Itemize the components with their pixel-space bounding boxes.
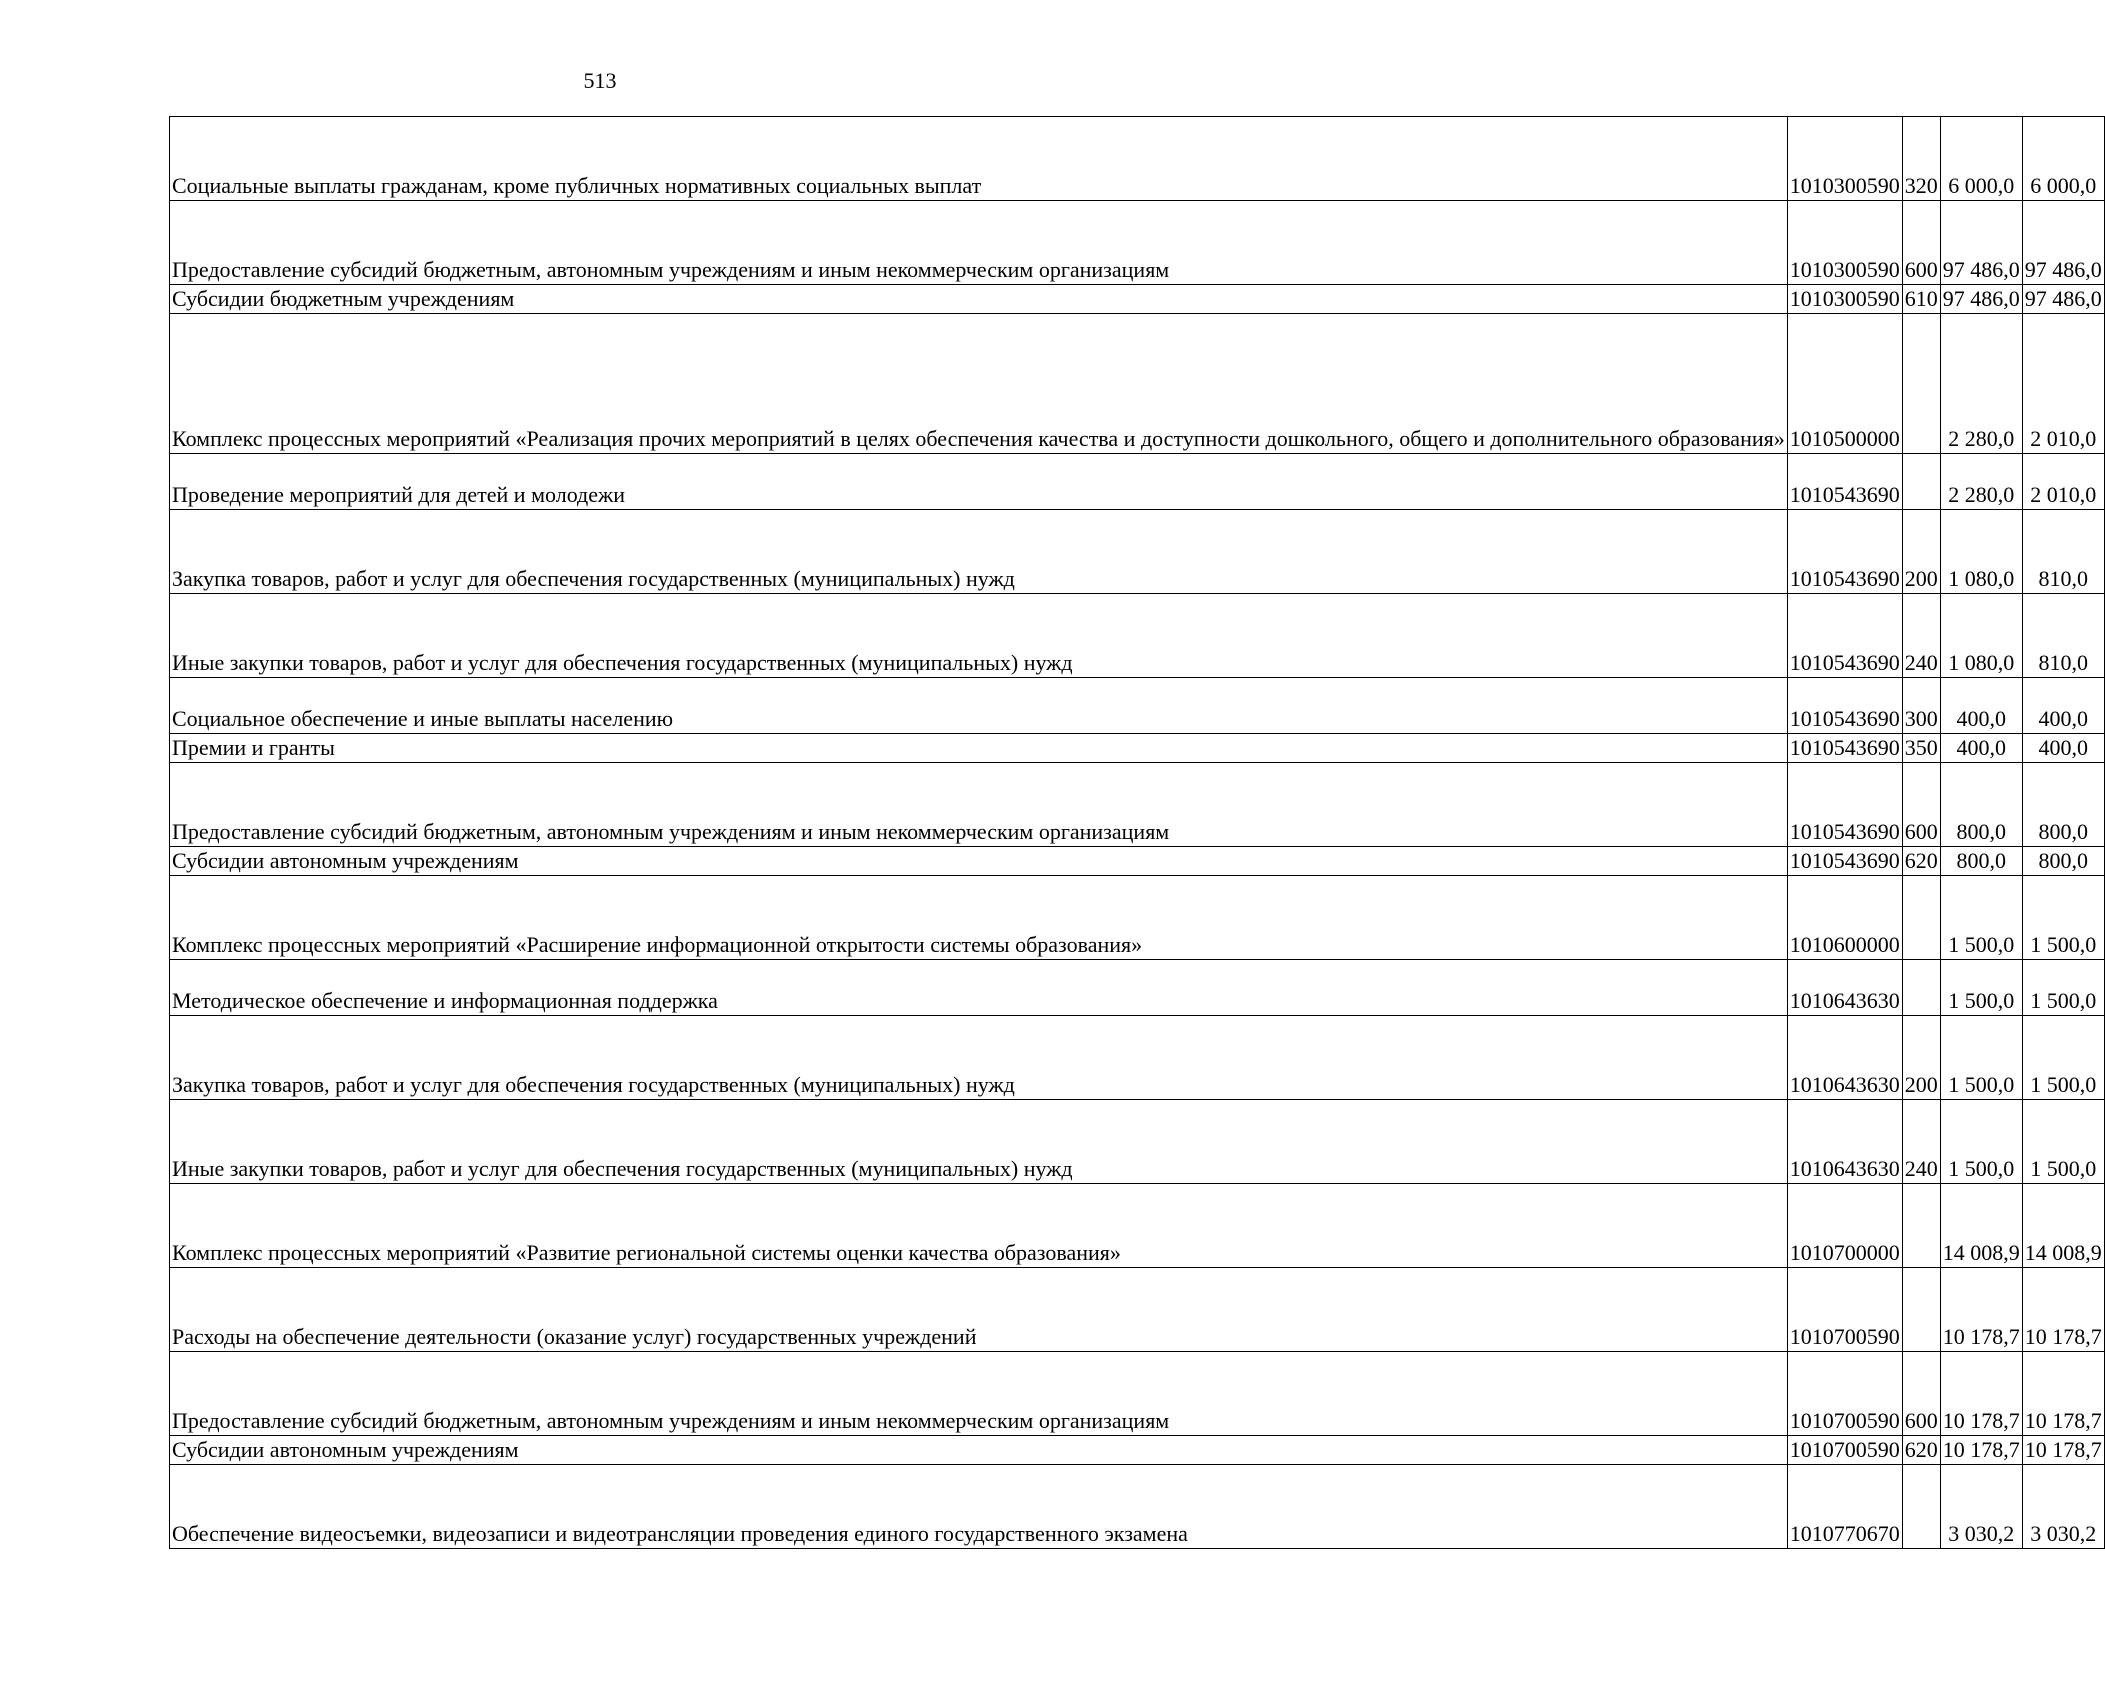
amount-year-2-cell: 810,0: [2022, 594, 2104, 678]
table-row: [170, 314, 2105, 454]
expense-name-cell: Предоставление субсидий бюджетным, автономным учреждениям и иным некоммерческим организациям: [170, 201, 1788, 285]
amount-year-1-cell: 97 486,0: [1940, 285, 2022, 314]
table-row: [170, 454, 2105, 510]
amount-year-2-cell: 10 178,7: [2022, 1436, 2104, 1465]
expense-name-cell: Предоставление субсидий бюджетным, автономным учреждениям и иным некоммерческим организациям: [170, 763, 1788, 847]
amount-year-1-cell: 400,0: [1940, 678, 2022, 734]
table-row: [170, 678, 2105, 734]
amount-year-2-cell: 400,0: [2022, 734, 2104, 763]
table-row: [170, 1352, 2105, 1436]
expense-name-cell: Расходы на обеспечение деятельности (оказание услуг) государственных учреждений: [170, 1268, 1788, 1352]
expense-type-cell: 320: [1902, 117, 1940, 201]
target-code-cell: 1010700590: [1787, 1268, 1902, 1352]
expense-name-cell: Субсидии автономным учреждениям: [170, 847, 1788, 876]
target-code-cell: 1010543690: [1787, 734, 1902, 763]
target-code-cell: 1010643630: [1787, 1100, 1902, 1184]
table-row: [170, 1436, 2105, 1465]
amount-year-2-cell: 2 010,0: [2022, 314, 2104, 454]
amount-year-1-cell: 6 000,0: [1940, 117, 2022, 201]
target-code-cell: 1010643630: [1787, 960, 1902, 1016]
target-code-cell: 1010700590: [1787, 1436, 1902, 1465]
amount-year-2-cell: 800,0: [2022, 847, 2104, 876]
expense-name-cell: Субсидии бюджетным учреждениям: [170, 285, 1788, 314]
target-code-cell: 1010543690: [1787, 678, 1902, 734]
expense-type-cell: 600: [1902, 201, 1940, 285]
target-code-cell: 1010700000: [1787, 1184, 1902, 1268]
table-row: [170, 734, 2105, 763]
amount-year-1-cell: 800,0: [1940, 847, 2022, 876]
expense-type-cell: 610: [1902, 285, 1940, 314]
expense-name-cell: Комплекс процессных мероприятий «Расширение информационной открытости системы образования»: [170, 876, 1788, 960]
expense-type-cell: 600: [1902, 1352, 1940, 1436]
expense-type-cell: 200: [1902, 1016, 1940, 1100]
amount-year-2-cell: 400,0: [2022, 678, 2104, 734]
amount-year-2-cell: 10 178,7: [2022, 1352, 2104, 1436]
amount-year-1-cell: 2 280,0: [1940, 454, 2022, 510]
amount-year-2-cell: 6 000,0: [2022, 117, 2104, 201]
amount-year-2-cell: 1 500,0: [2022, 1016, 2104, 1100]
expense-type-cell: [1902, 960, 1940, 1016]
amount-year-2-cell: 1 500,0: [2022, 876, 2104, 960]
expense-name-cell: Субсидии автономным учреждениям: [170, 1436, 1788, 1465]
page-number: 513: [583, 68, 617, 93]
amount-year-2-cell: 10 178,7: [2022, 1268, 2104, 1352]
target-code-cell: 1010543690: [1787, 594, 1902, 678]
target-code-cell: 1010300590: [1787, 201, 1902, 285]
amount-year-2-cell: 97 486,0: [2022, 201, 2104, 285]
expense-type-cell: [1902, 876, 1940, 960]
expense-name-cell: Социальное обеспечение и иные выплаты населению: [170, 678, 1788, 734]
expense-type-cell: 200: [1902, 510, 1940, 594]
amount-year-1-cell: 2 280,0: [1940, 314, 2022, 454]
amount-year-1-cell: 1 080,0: [1940, 594, 2022, 678]
table-row: [170, 1184, 2105, 1268]
expense-name-cell: Методическое обеспечение и информационная поддержка: [170, 960, 1788, 1016]
target-code-cell: 1010543690: [1787, 763, 1902, 847]
target-code-cell: 1010600000: [1787, 876, 1902, 960]
amount-year-1-cell: 1 500,0: [1940, 876, 2022, 960]
amount-year-1-cell: 10 178,7: [1940, 1436, 2022, 1465]
table-row: [170, 876, 2105, 960]
expense-name-cell: Премии и гранты: [170, 734, 1788, 763]
amount-year-2-cell: 3 030,2: [2022, 1465, 2104, 1549]
table-row: [170, 1268, 2105, 1352]
table-row: [170, 510, 2105, 594]
expense-name-cell: Социальные выплаты гражданам, кроме публичных нормативных социальных выплат: [170, 117, 1788, 201]
amount-year-1-cell: 10 178,7: [1940, 1352, 2022, 1436]
expense-type-cell: 350: [1902, 734, 1940, 763]
expense-name-cell: Иные закупки товаров, работ и услуг для обеспечения государственных (муниципальных) нужд: [170, 1100, 1788, 1184]
expense-name-cell: Закупка товаров, работ и услуг для обеспечения государственных (муниципальных) нужд: [170, 510, 1788, 594]
expense-type-cell: [1902, 1184, 1940, 1268]
amount-year-1-cell: 1 500,0: [1940, 1100, 2022, 1184]
target-code-cell: 1010543690: [1787, 454, 1902, 510]
amount-year-1-cell: 1 500,0: [1940, 1016, 2022, 1100]
table-row: [170, 594, 2105, 678]
expense-type-cell: 600: [1902, 763, 1940, 847]
table-row: [170, 1100, 2105, 1184]
expense-name-cell: Закупка товаров, работ и услуг для обеспечения государственных (муниципальных) нужд: [170, 1016, 1788, 1100]
budget-table-body: [170, 117, 2105, 1549]
target-code-cell: 1010700590: [1787, 1352, 1902, 1436]
table-row: [170, 763, 2105, 847]
amount-year-2-cell: 1 500,0: [2022, 1100, 2104, 1184]
target-code-cell: 1010543690: [1787, 847, 1902, 876]
amount-year-2-cell: 1 500,0: [2022, 960, 2104, 1016]
budget-table: [169, 116, 2105, 1549]
amount-year-1-cell: 97 486,0: [1940, 201, 2022, 285]
table-row: [170, 117, 2105, 201]
expense-name-cell: Предоставление субсидий бюджетным, автономным учреждениям и иным некоммерческим организациям: [170, 1352, 1788, 1436]
amount-year-2-cell: 2 010,0: [2022, 454, 2104, 510]
expense-type-cell: [1902, 454, 1940, 510]
target-code-cell: 1010500000: [1787, 314, 1902, 454]
target-code-cell: 1010543690: [1787, 510, 1902, 594]
expense-name-cell: Иные закупки товаров, работ и услуг для обеспечения государственных (муниципальных) нужд: [170, 594, 1788, 678]
table-row: [170, 285, 2105, 314]
expense-type-cell: 240: [1902, 1100, 1940, 1184]
amount-year-2-cell: 14 008,9: [2022, 1184, 2104, 1268]
amount-year-1-cell: 1 500,0: [1940, 960, 2022, 1016]
expense-type-cell: 620: [1902, 847, 1940, 876]
expense-type-cell: 240: [1902, 594, 1940, 678]
table-row: [170, 847, 2105, 876]
amount-year-1-cell: 1 080,0: [1940, 510, 2022, 594]
expense-type-cell: 620: [1902, 1436, 1940, 1465]
expense-type-cell: [1902, 314, 1940, 454]
expense-type-cell: 300: [1902, 678, 1940, 734]
expense-name-cell: Обеспечение видеосъемки, видеозаписи и видеотрансляции проведения единого государственного экзамена: [170, 1465, 1788, 1549]
amount-year-2-cell: 97 486,0: [2022, 285, 2104, 314]
amount-year-1-cell: 400,0: [1940, 734, 2022, 763]
table-row: [170, 1465, 2105, 1549]
expense-name-cell: Комплекс процессных мероприятий «Развитие региональной системы оценки качества образования»: [170, 1184, 1788, 1268]
amount-year-2-cell: 800,0: [2022, 763, 2104, 847]
table-row: [170, 201, 2105, 285]
target-code-cell: 1010770670: [1787, 1465, 1902, 1549]
expense-name-cell: Комплекс процессных мероприятий «Реализация прочих мероприятий в целях обеспечения качества и доступности дошкольного, общего и дополнительного образования»: [170, 314, 1788, 454]
amount-year-1-cell: 800,0: [1940, 763, 2022, 847]
amount-year-1-cell: 10 178,7: [1940, 1268, 2022, 1352]
amount-year-2-cell: 810,0: [2022, 510, 2104, 594]
amount-year-1-cell: 3 030,2: [1940, 1465, 2022, 1549]
table-row: [170, 1016, 2105, 1100]
table-row: [170, 960, 2105, 1016]
expense-name-cell: Проведение мероприятий для детей и молодежи: [170, 454, 1788, 510]
target-code-cell: 1010643630: [1787, 1016, 1902, 1100]
expense-type-cell: [1902, 1465, 1940, 1549]
expense-type-cell: [1902, 1268, 1940, 1352]
target-code-cell: 1010300590: [1787, 117, 1902, 201]
amount-year-1-cell: 14 008,9: [1940, 1184, 2022, 1268]
target-code-cell: 1010300590: [1787, 285, 1902, 314]
